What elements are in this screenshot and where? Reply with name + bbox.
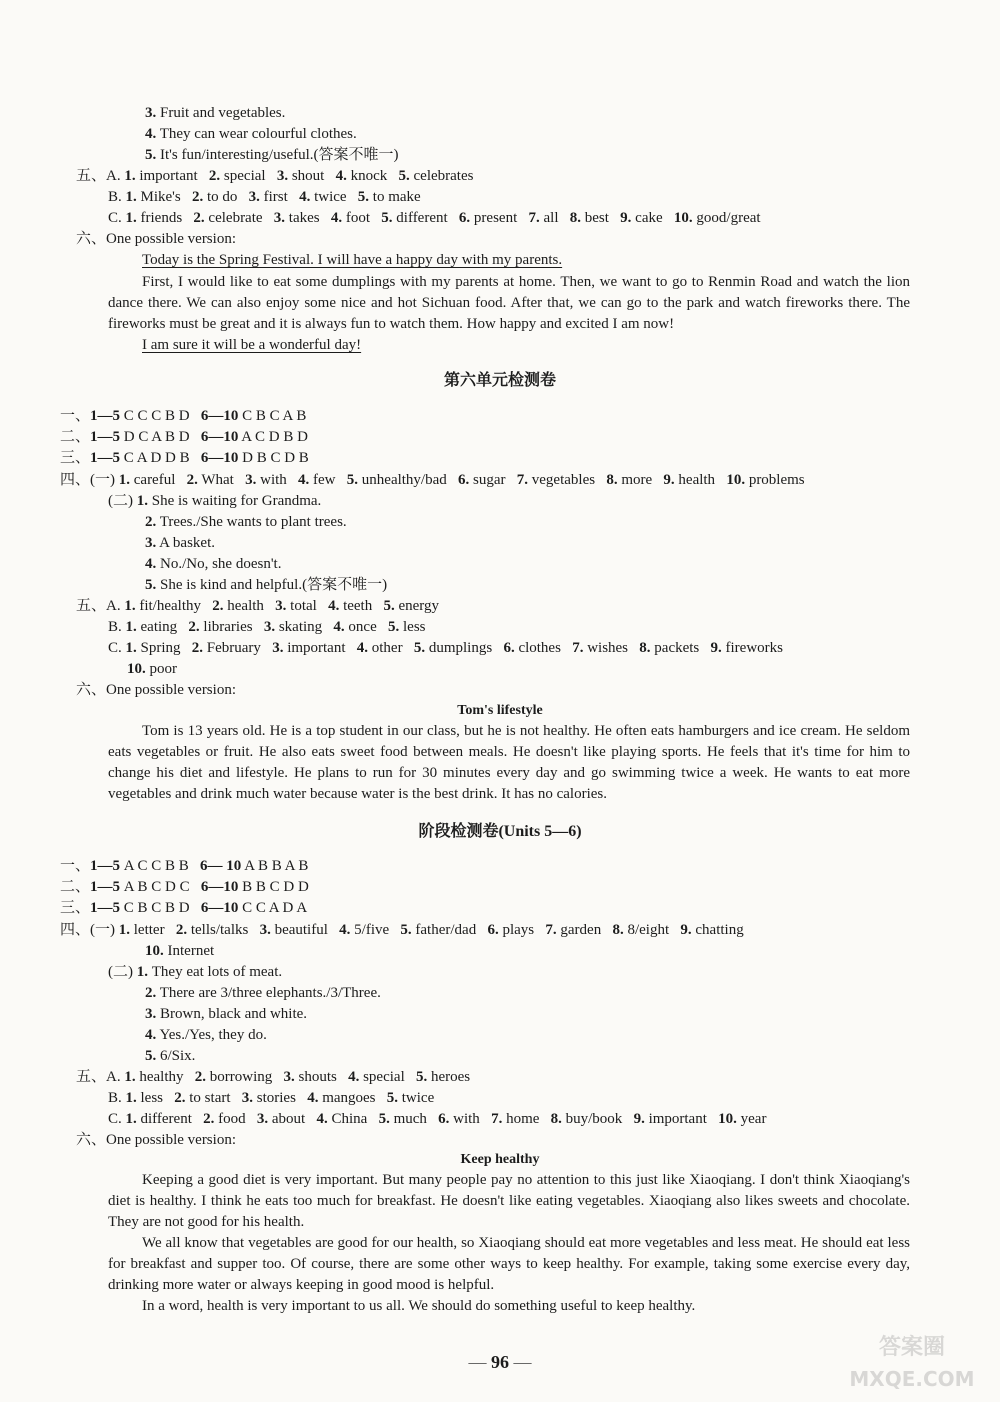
watermark-logo	[832, 1324, 992, 1394]
essay-paragraph: In a word, health is very important to us all. We should do something useful to keep healthy.	[142, 1298, 696, 1314]
answer-line: 3. A basket.	[145, 535, 215, 551]
answer-line: 五、A. 1. important 2. special 3. shout 4. knock 5. celebrates	[76, 168, 474, 184]
answer-line: 4. No./No, she doesn't.	[145, 556, 282, 572]
answer-line: 4. Yes./Yes, they do.	[145, 1027, 267, 1043]
essay-last-line: I am sure it will be a wonderful day!	[142, 337, 362, 353]
answer-line: (二) 1. They eat lots of meat.	[108, 964, 283, 980]
answer-line: 4. They can wear colourful clothes.	[145, 126, 357, 142]
answer-line: 三、1—5 C A D D B 6—10 D B C D B	[60, 450, 309, 466]
answer-line: C. 1. Spring 2. February 3. important 4. other 5. dumplings 6. clothes 7. wishes 8. packets 9. fireworks	[108, 640, 783, 656]
section-label: 六、One possible version:	[76, 231, 236, 247]
answer-line: 5. 6/Six.	[145, 1048, 196, 1064]
answer-line: B. 1. Mike's 2. to do 3. first 4. twice 5. to make	[108, 189, 421, 205]
answer-line: C. 1. friends 2. celebrate 3. takes 4. foot 5. different 6. present 7. all 8. best 9. cake 10. good/great	[108, 210, 761, 226]
divider: —	[468, 1352, 491, 1372]
answer-line: (二) 1. She is waiting for Grandma.	[108, 493, 322, 509]
answer-line: 10. Internet	[145, 943, 215, 959]
answer-line: 四、(一) 1. careful 2. What 3. with 4. few 5. unhealthy/bad 6. sugar 7. vegetables 8. more 9. health 10. problems	[60, 472, 805, 488]
page-number: — 96 —	[468, 1352, 532, 1372]
section-title: 第六单元检测卷	[443, 372, 556, 389]
section-label: 六、One possible version:	[76, 1132, 236, 1148]
answer-line: B. 1. less 2. to start 3. stories 4. mangoes 5. twice	[108, 1090, 435, 1106]
answer-line: 一、1—5 C C C B D 6—10 C B C A B	[60, 408, 307, 424]
answer-line: 五、A. 1. healthy 2. borrowing 3. shouts 4. special 5. heroes	[76, 1069, 471, 1085]
answer-line: 五、A. 1. fit/healthy 2. health 3. total 4. teeth 5. energy	[76, 598, 440, 614]
essay-title: Tom's lifestyle	[457, 703, 543, 718]
essay-paragraph: Tom is 13 years old. He is a top student in our class, but he is not healthy. He often eats hamburgers and ice cream. He seldom eats vegetables or fruit. He also eats sweet food between meals. He doesn't like playing sports. He feels that it's time for him to change his diet and lifestyle. He plans to run for 30 minutes every day and go swimming twice a week. He wants to eat more vegetables and drink much water because water is the best drink. It has no calories.	[108, 723, 910, 802]
answer-line: 四、(一) 1. letter 2. tells/talks 3. beautiful 4. 5/five 5. father/dad 6. plays 7. garden 8. 8/eight 9. chatting	[60, 922, 744, 938]
answer-line: 三、1—5 C B C B D 6—10 C C A D A	[60, 900, 308, 916]
divider: —	[509, 1352, 532, 1372]
answer-line: 二、1—5 A B C D C 6—10 B B C D D	[60, 879, 309, 895]
watermark-text: MXQE.COM	[849, 1367, 975, 1391]
answer-line: 2. There are 3/three elephants./3/Three.	[145, 985, 381, 1001]
essay-paragraph: We all know that vegetables are good for our health, so Xiaoqiang should eat more vegetables and less meat. He should eat less for breakfast and supper too. Of course, there are some other ways to keep healthy. For example, taking some exercise every day, drinking more water or always keeping in good mood is helpful.	[108, 1235, 910, 1293]
answer-line: 3. Fruit and vegetables.	[145, 105, 286, 121]
essay-paragraph: First, I would like to eat some dumplings with my parents at home. Then, we want to go to Renmin Road and watch the lion dance there. We can also enjoy some nice and hot Sichuan food. After that, we can go to the park and watch fireworks there. The fireworks must be great and it is always fun to watch them. How happy and excited I am now!	[108, 274, 910, 332]
answer-line: 2. Trees./She wants to plant trees.	[145, 514, 347, 530]
answer-line: 二、1—5 D C A B D 6—10 A C D B D	[60, 429, 308, 445]
answer-line: C. 1. different 2. food 3. about 4. China 5. much 6. with 7. home 8. buy/book 9. important 10. year	[108, 1111, 767, 1127]
section-title: 阶段检测卷(Units 5—6)	[418, 823, 582, 840]
essay-paragraph: Keeping a good diet is very important. But many people pay no attention to this just like Xiaoqiang. I don't think Xiaoqiang's diet is healthy. I think he eats too much for breakfast. He doesn't like eating vegetables. Xiaoqiang also likes sweets and chocolate. They are not good for his health.	[108, 1172, 910, 1230]
answer-line: 5. She is kind and helpful.(答案不唯一)	[145, 577, 388, 593]
answer-line: 5. It's fun/interesting/useful.(答案不唯一)	[145, 147, 399, 163]
section-label: 六、One possible version:	[76, 682, 236, 698]
essay-first-line: Today is the Spring Festival. I will have a happy day with my parents.	[142, 252, 563, 268]
answer-line: B. 1. eating 2. libraries 3. skating 4. once 5. less	[108, 619, 426, 635]
watermark-text: 答案圈	[878, 1335, 946, 1360]
answer-line: 10. poor	[127, 661, 177, 677]
answer-line: 3. Brown, black and white.	[145, 1006, 308, 1022]
answer-line: 一、1—5 A C C B B 6— 10 A B B A B	[60, 858, 309, 874]
essay-title: Keep healthy	[460, 1152, 540, 1167]
